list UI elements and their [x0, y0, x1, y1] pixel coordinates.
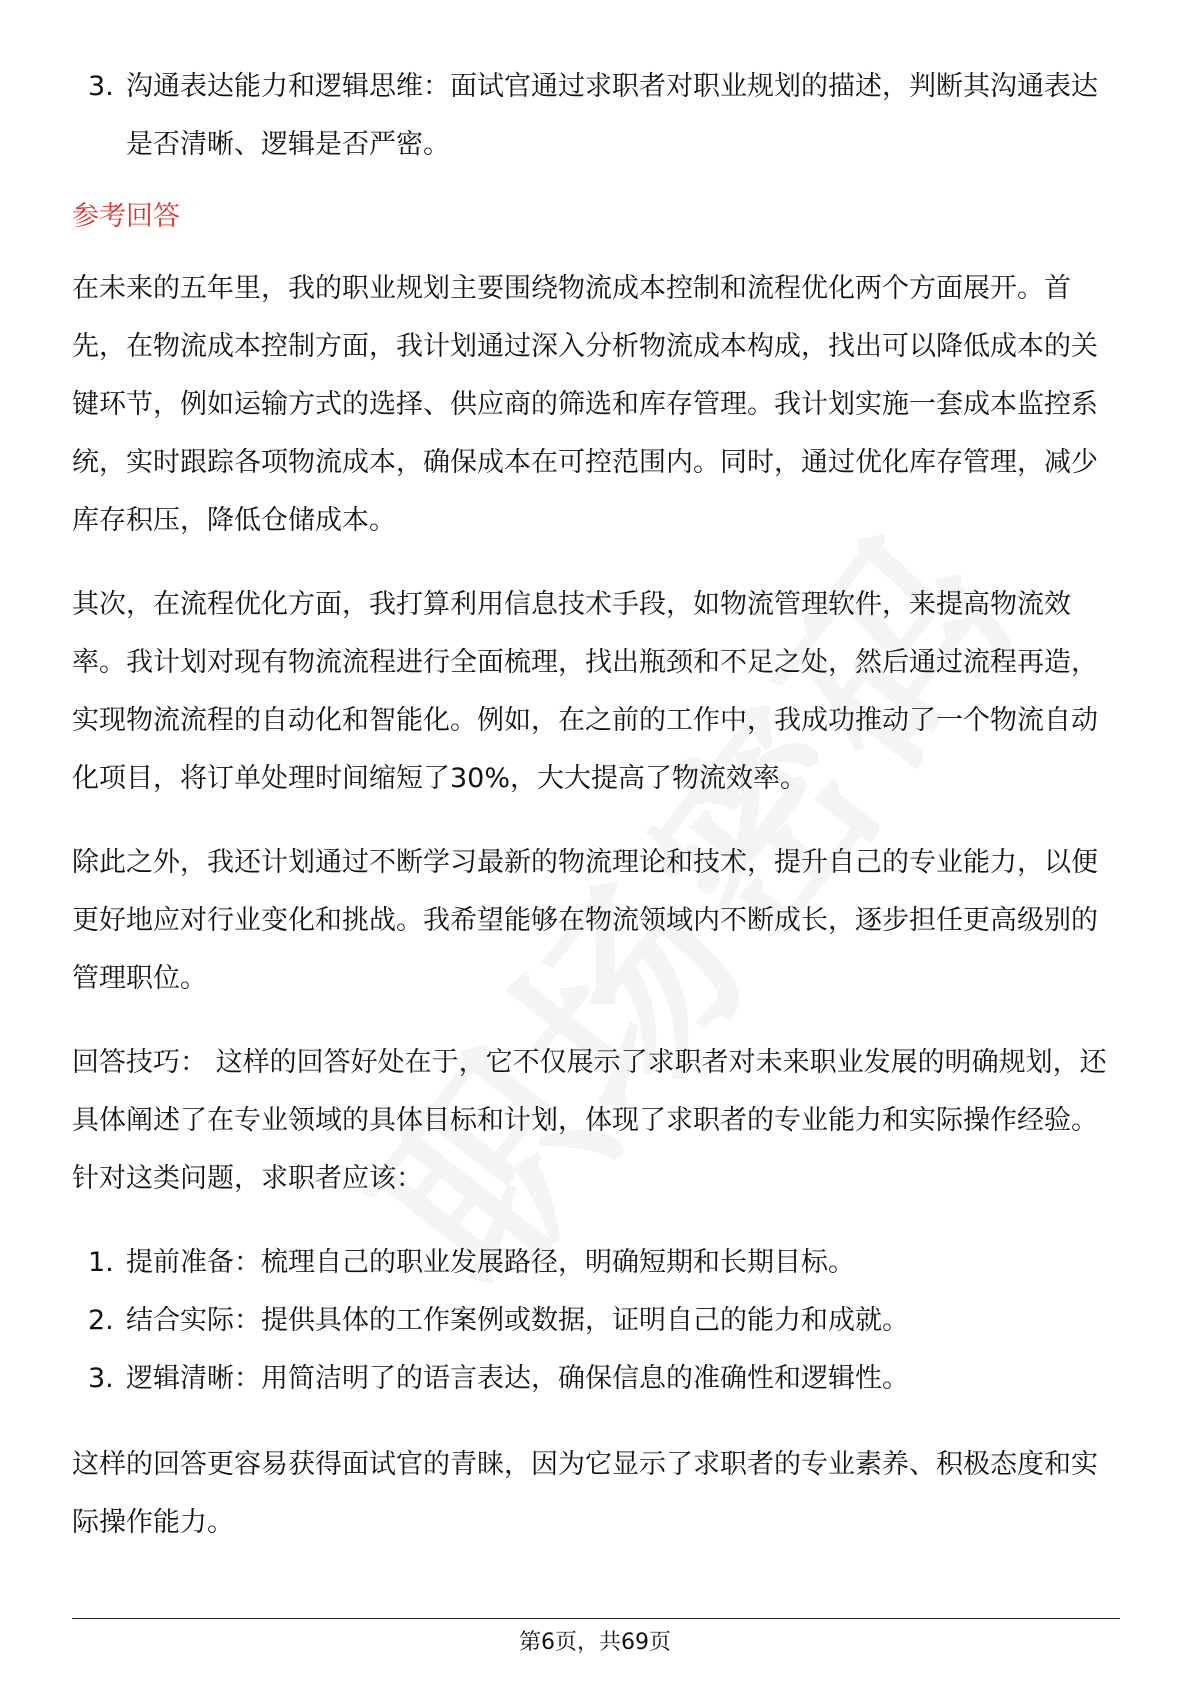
- list-item-text: 结合实际：提供具体的工作案例或数据，证明自己的能力和成就。: [126, 1305, 909, 1336]
- paragraph-1: 在未来的五年里，我的职业规划主要围绕物流成本控制和流程优化两个方面展开。首先，在物流成本控制方面，我计划通过深入分析物流成本构成，找出可以降低成本的关键环节，例如运输方式的选择、供应商的筛选和库存管理。我计划实施一套成本监控系统，实时跟踪各项物流成本，确保成本在可控范围内。同时，通过优化库存管理，减少库存积压，降低仓储成本。: [72, 273, 1098, 536]
- tips-list: [72, 1234, 1120, 1408]
- list-item: [72, 1234, 1120, 1292]
- list-item-number: 2.: [88, 1305, 114, 1336]
- list-item-text: 沟通表达能力和逻辑思维：面试官通过求职者对职业规划的描述，判断其沟通表达是否清晰、逻辑是否严密。: [126, 71, 1098, 160]
- top-list: [72, 58, 1120, 174]
- footer-divider: [72, 1618, 1120, 1619]
- list-item-number: 3.: [88, 1363, 114, 1394]
- page-content: [72, 58, 1120, 1578]
- list-item-number: 3.: [88, 71, 114, 102]
- list-item-text: 逻辑清晰：用简洁明了的语言表达，确保信息的准确性和逻辑性。: [126, 1363, 909, 1394]
- paragraph-3: 除此之外，我还计划通过不断学习最新的物流理论和技术，提升自己的专业能力，以便更好地应对行业变化和挑战。我希望能够在物流领域内不断成长，逐步担任更高级别的管理职位。: [72, 847, 1098, 994]
- list-item: [72, 1292, 1120, 1350]
- page-number: 第6页，共69页: [519, 1630, 671, 1655]
- list-item-text: 提前准备：梳理自己的职业发展路径，明确短期和长期目标。: [126, 1247, 855, 1278]
- section-heading: 参考回答: [72, 201, 180, 232]
- list-item: [72, 58, 1120, 174]
- paragraph-2: 其次，在流程优化方面，我打算利用信息技术手段，如物流管理软件，来提高物流效率。我计划对现有物流流程进行全面梳理，找出瓶颈和不足之处，然后通过流程再造，实现物流流程的自动化和智能化。例如，在之前的工作中，我成功推动了一个物流自动化项目，将订单处理时间缩短了30%，大大提高了物流效率。: [72, 589, 1098, 794]
- list-item-number: 1.: [88, 1247, 114, 1278]
- list-item: [72, 1350, 1120, 1408]
- closing-paragraph: 这样的回答更容易获得面试官的青睐，因为它显示了求职者的专业素养、积极态度和实际操作能力。: [72, 1449, 1098, 1538]
- answer-tips-paragraph: 回答技巧： 这样的回答好处在于，它不仅展示了求职者对未来职业发展的明确规划，还具体阐述了在专业领域的具体目标和计划，体现了求职者的专业能力和实际操作经验。针对这类问题，求职者应该：: [72, 1047, 1107, 1194]
